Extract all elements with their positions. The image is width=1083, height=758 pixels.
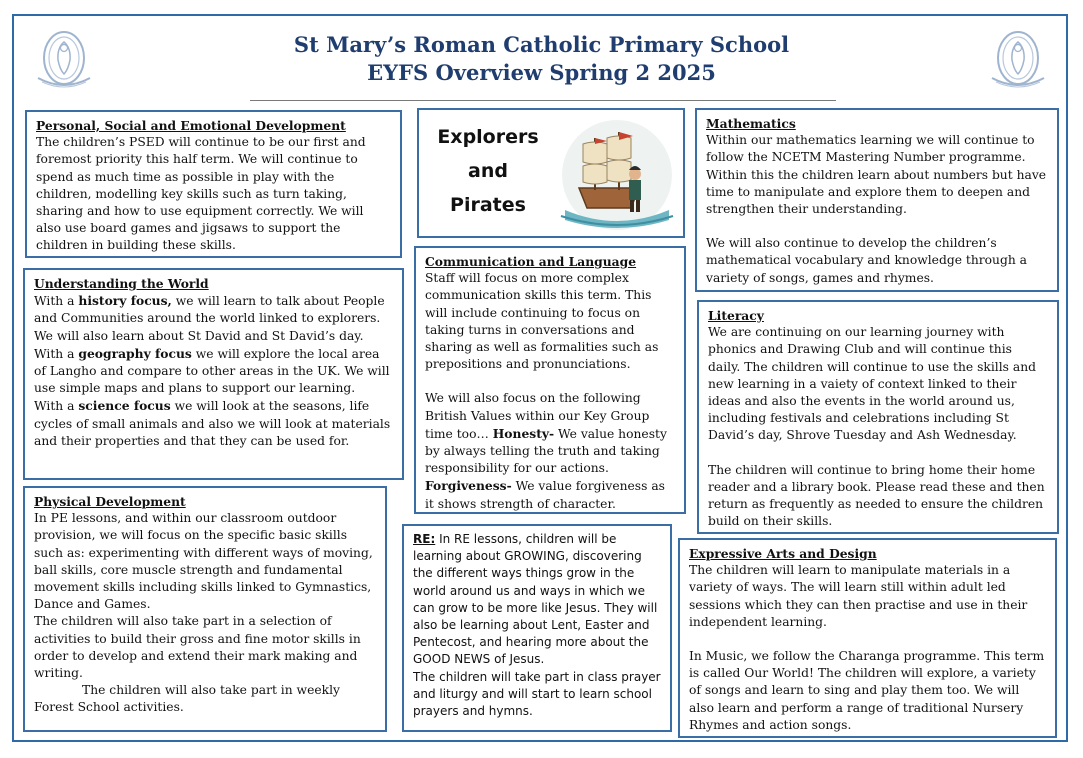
re-paragraph-1: RE: In RE lessons, children will be learning about GROWING, discovering the different ways things grow in the world around us and ways in which we can grow to be more like Jesus. They will also be learning about Lent, Easter and Pentecost, and hearing more about the GOOD NEWS of Jesus. bbox=[413, 532, 658, 667]
utw-science-paragraph: With a science focus we will look at the seasons, life cycles of small animals and also we will look at materials and their properties and that they can be used for. bbox=[34, 398, 391, 448]
pd-paragraph-2: The children will also take part in a selection of activities to build their gross and fine motor skills in order to develop and extend their mark making and writing. bbox=[34, 614, 361, 681]
re-section bbox=[402, 524, 672, 732]
maths-heading: Mathematics bbox=[706, 116, 796, 131]
utw-heading: Understanding the World bbox=[34, 276, 209, 291]
honesty-label: Honesty- bbox=[492, 425, 555, 441]
psed-section bbox=[25, 110, 402, 258]
forgiveness-label: Forgiveness- bbox=[425, 478, 512, 494]
ead-section bbox=[678, 538, 1057, 738]
literacy-heading: Literacy bbox=[708, 308, 764, 323]
cl-paragraph-1: Staff will focus on more complex communication skills this term. This will include continuing to focus on taking turns in conversations and sharing as well as formalities such as prepositions and pronunciations. bbox=[425, 271, 659, 372]
science-focus-label: science focus bbox=[78, 398, 171, 414]
utw-geography-paragraph: With a geography focus we will explore the local area of Langho and compare to other areas in the UK. We will use simple maps and plans to support our learning. bbox=[34, 345, 390, 396]
cl-heading: Communication and Language bbox=[425, 254, 637, 269]
maths-paragraph-2: We will also continue to develop the children’s mathematical vocabulary and knowledge through a variety of songs, games and rhymes. bbox=[706, 236, 1027, 285]
geography-focus-label: geography focus bbox=[78, 345, 192, 361]
literacy-section bbox=[697, 300, 1059, 534]
topic-line-2: and bbox=[468, 160, 508, 182]
pd-heading: Physical Development bbox=[34, 494, 186, 509]
pd-paragraph-3: The children will also take part in weekly Forest School activities. bbox=[34, 683, 340, 715]
history-focus-label: history focus, bbox=[78, 293, 172, 309]
literacy-paragraph-2: The children will continue to bring home their home reader and a library book. Please read these and then return as frequently as needed to ensure the children build on their skills. bbox=[708, 462, 1045, 529]
utw-history-paragraph: With a history focus, we will learn to talk about People and Communities around the world linked to explorers. We will also learn about St David and St David’s day. bbox=[34, 293, 385, 343]
pd-section bbox=[23, 486, 387, 732]
cl-values-paragraph: We will also focus on the following British Values within our Key Group time too… Honesty- We value honesty by always telling the truth and taking responsibility for our actions. Forgiveness- We value forgiveness as it shows strength of character. bbox=[425, 391, 667, 511]
ead-paragraph-1: The children will learn to manipulate materials in a variety of ways. The will learn still within adult led sessions which they can then practise and use in their independent learning. bbox=[689, 563, 1028, 629]
spacer bbox=[706, 218, 1048, 235]
page-title: St Mary’s Roman Catholic Primary School bbox=[293, 32, 790, 57]
utw-section bbox=[23, 268, 404, 480]
psed-heading: Personal, Social and Emotional Development bbox=[36, 118, 346, 133]
topic-line-3: Pirates bbox=[450, 194, 526, 216]
topic-line-1: Explorers bbox=[437, 126, 539, 148]
page-subtitle: EYFS Overview Spring 2 2025 bbox=[367, 60, 716, 85]
topic-box bbox=[417, 108, 685, 238]
spacer bbox=[425, 373, 675, 390]
title-divider bbox=[250, 100, 836, 101]
spacer bbox=[708, 445, 1048, 462]
ead-heading: Expressive Arts and Design bbox=[689, 546, 877, 561]
literacy-paragraph-1: We are continuing on our learning journey with phonics and Drawing Club and will continue this daily. The children will continue to use the skills and new learning in a vaiety of context linked to their ideas and also the events in the world around us, including festivals and celebrations including St David’s day, Shrove Tuesday and Ash Wednesday. bbox=[708, 325, 1036, 443]
ead-paragraph-2: In Music, we follow the Charanga programme. This term is called Our World! The children will explore, a variety of songs and learn to sing and play them too. We will also learn and perform a range of traditional Nursery Rhymes and action songs. bbox=[689, 649, 1045, 732]
pirate-ship-illustration bbox=[557, 118, 677, 232]
maths-section bbox=[695, 108, 1059, 292]
psed-body: The children’s PSED will continue to be our first and foremost priority this half term. We will continue to spend as much time as possible in play with the children, modelling key skills such as turn taking, sharing and how to use equipment correctly. We will also use board games and jigsaws to support the children in building these skills. bbox=[36, 135, 366, 253]
pd-paragraph-1: In PE lessons, and within our classroom outdoor provision, we will focus on the specific basic skills such as: experimenting with different ways of moving, ball skills, core muscle strength and fundamental movement skills including skills linked to Gymnastics, Dance and Games. bbox=[34, 511, 373, 612]
maths-paragraph-1: Within our mathematics learning we will continue to follow the NCETM Mastering Number programme. Within this the children learn about numbers but have time to manipulate and explore them to deepen and strengthen their understanding. bbox=[706, 133, 1047, 217]
re-paragraph-2: The children will take part in class prayer and liturgy and will start to learn school prayers and hymns. bbox=[413, 669, 661, 719]
cl-section bbox=[414, 246, 686, 514]
spacer bbox=[689, 631, 1046, 648]
re-heading: RE: bbox=[413, 532, 436, 546]
